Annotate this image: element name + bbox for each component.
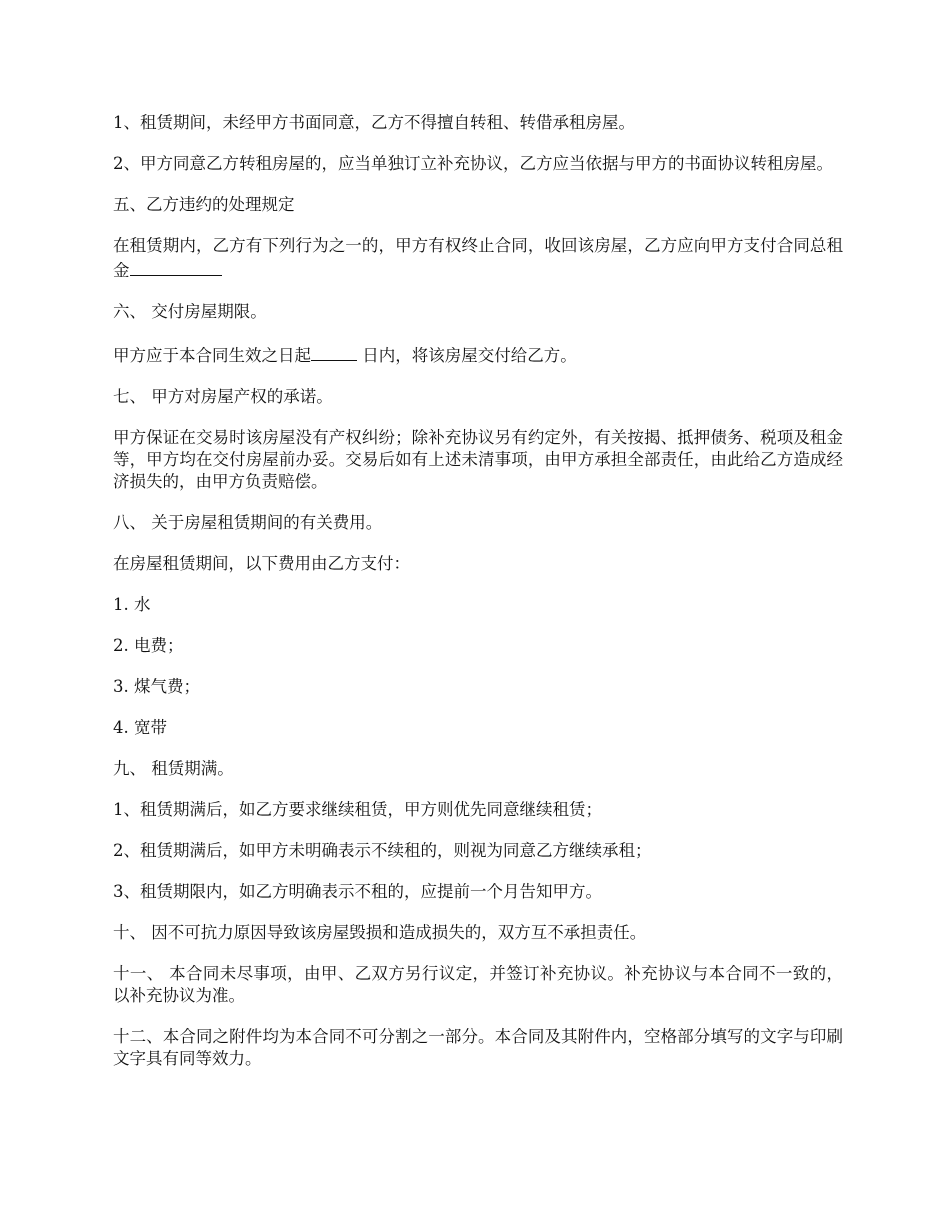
- clause-breach-text: 在租赁期内，乙方有下列行为之一的，甲方有权终止合同，收回该房屋，乙方应向甲方支付合同总租金: [113, 236, 843, 280]
- clause-delivery-text-b: 日内，将该房屋交付给乙方。: [357, 346, 577, 365]
- delivery-days-blank: [311, 342, 357, 361]
- clause-expiry-1: 1、租赁期满后，如乙方要求继续租赁，甲方则优先同意继续租赁；: [113, 800, 602, 819]
- clause-title-guarantee: 甲方保证在交易时该房屋没有产权纠纷；除补充协议另有约定外，有关按揭、抵押债务、税项及租金等，甲方均在交付房屋前办妥。交易后如有上述未清事项，由甲方承担全部责任，由此给乙方造成经济损失的，由甲方负责赔偿。: [113, 428, 843, 491]
- rent-amount-blank: [130, 257, 222, 276]
- clause-expiry-2: 2、租赁期满后，如甲方未明确表示不续租的，则视为同意乙方继续承租；: [113, 841, 652, 860]
- clause-sublet-1: 1、租赁期间，未经甲方书面同意，乙方不得擅自转租、转借承租房屋。: [113, 113, 635, 132]
- clause-expiry-3: 3、租赁期限内，如乙方明确表示不租的，应提前一个月告知甲方。: [113, 882, 602, 901]
- document-page: [113, 112, 843, 1089]
- section-12-annex: 十二、本合同之附件均为本合同不可分割之一部分。本合同及其附件内，空格部分填写的文字与印刷文字具有同等效力。: [113, 1027, 843, 1068]
- section-11-supplement: 十一、 本合同未尽事项，由甲、乙双方另行议定，并签订补充协议。补充协议与本合同不一致的，以补充协议为准。: [113, 964, 843, 1005]
- clause-delivery: [113, 342, 843, 367]
- fee-item-broadband: 4. 宽带: [113, 718, 167, 737]
- clause-fees-intro: 在房屋租赁期间，以下费用由乙方支付：: [113, 554, 410, 573]
- fee-item-electricity: 2. 电费；: [113, 636, 184, 655]
- section-7-heading: 七、 甲方对房屋产权的承诺。: [113, 387, 333, 406]
- section-6-heading: 六、 交付房屋期限。: [113, 302, 267, 321]
- fee-item-gas: 3. 煤气费；: [113, 677, 200, 696]
- clause-delivery-text-a: 甲方应于本合同生效之日起: [113, 346, 311, 365]
- clause-sublet-2: 2、甲方同意乙方转租房屋的，应当单独订立补充协议，乙方应当依据与甲方的书面协议转租房屋。: [113, 154, 833, 173]
- section-8-heading: 八、 关于房屋租赁期间的有关费用。: [113, 513, 383, 532]
- section-9-heading: 九、 租赁期满。: [113, 759, 234, 778]
- clause-breach: [113, 235, 843, 282]
- section-5-heading: 五、乙方违约的处理规定: [113, 195, 295, 214]
- fee-item-water: 1. 水: [113, 595, 151, 614]
- section-10-force-majeure: 十、 因不可抗力原因导致该房屋毁损和造成损失的，双方互不承担责任。: [113, 923, 647, 942]
